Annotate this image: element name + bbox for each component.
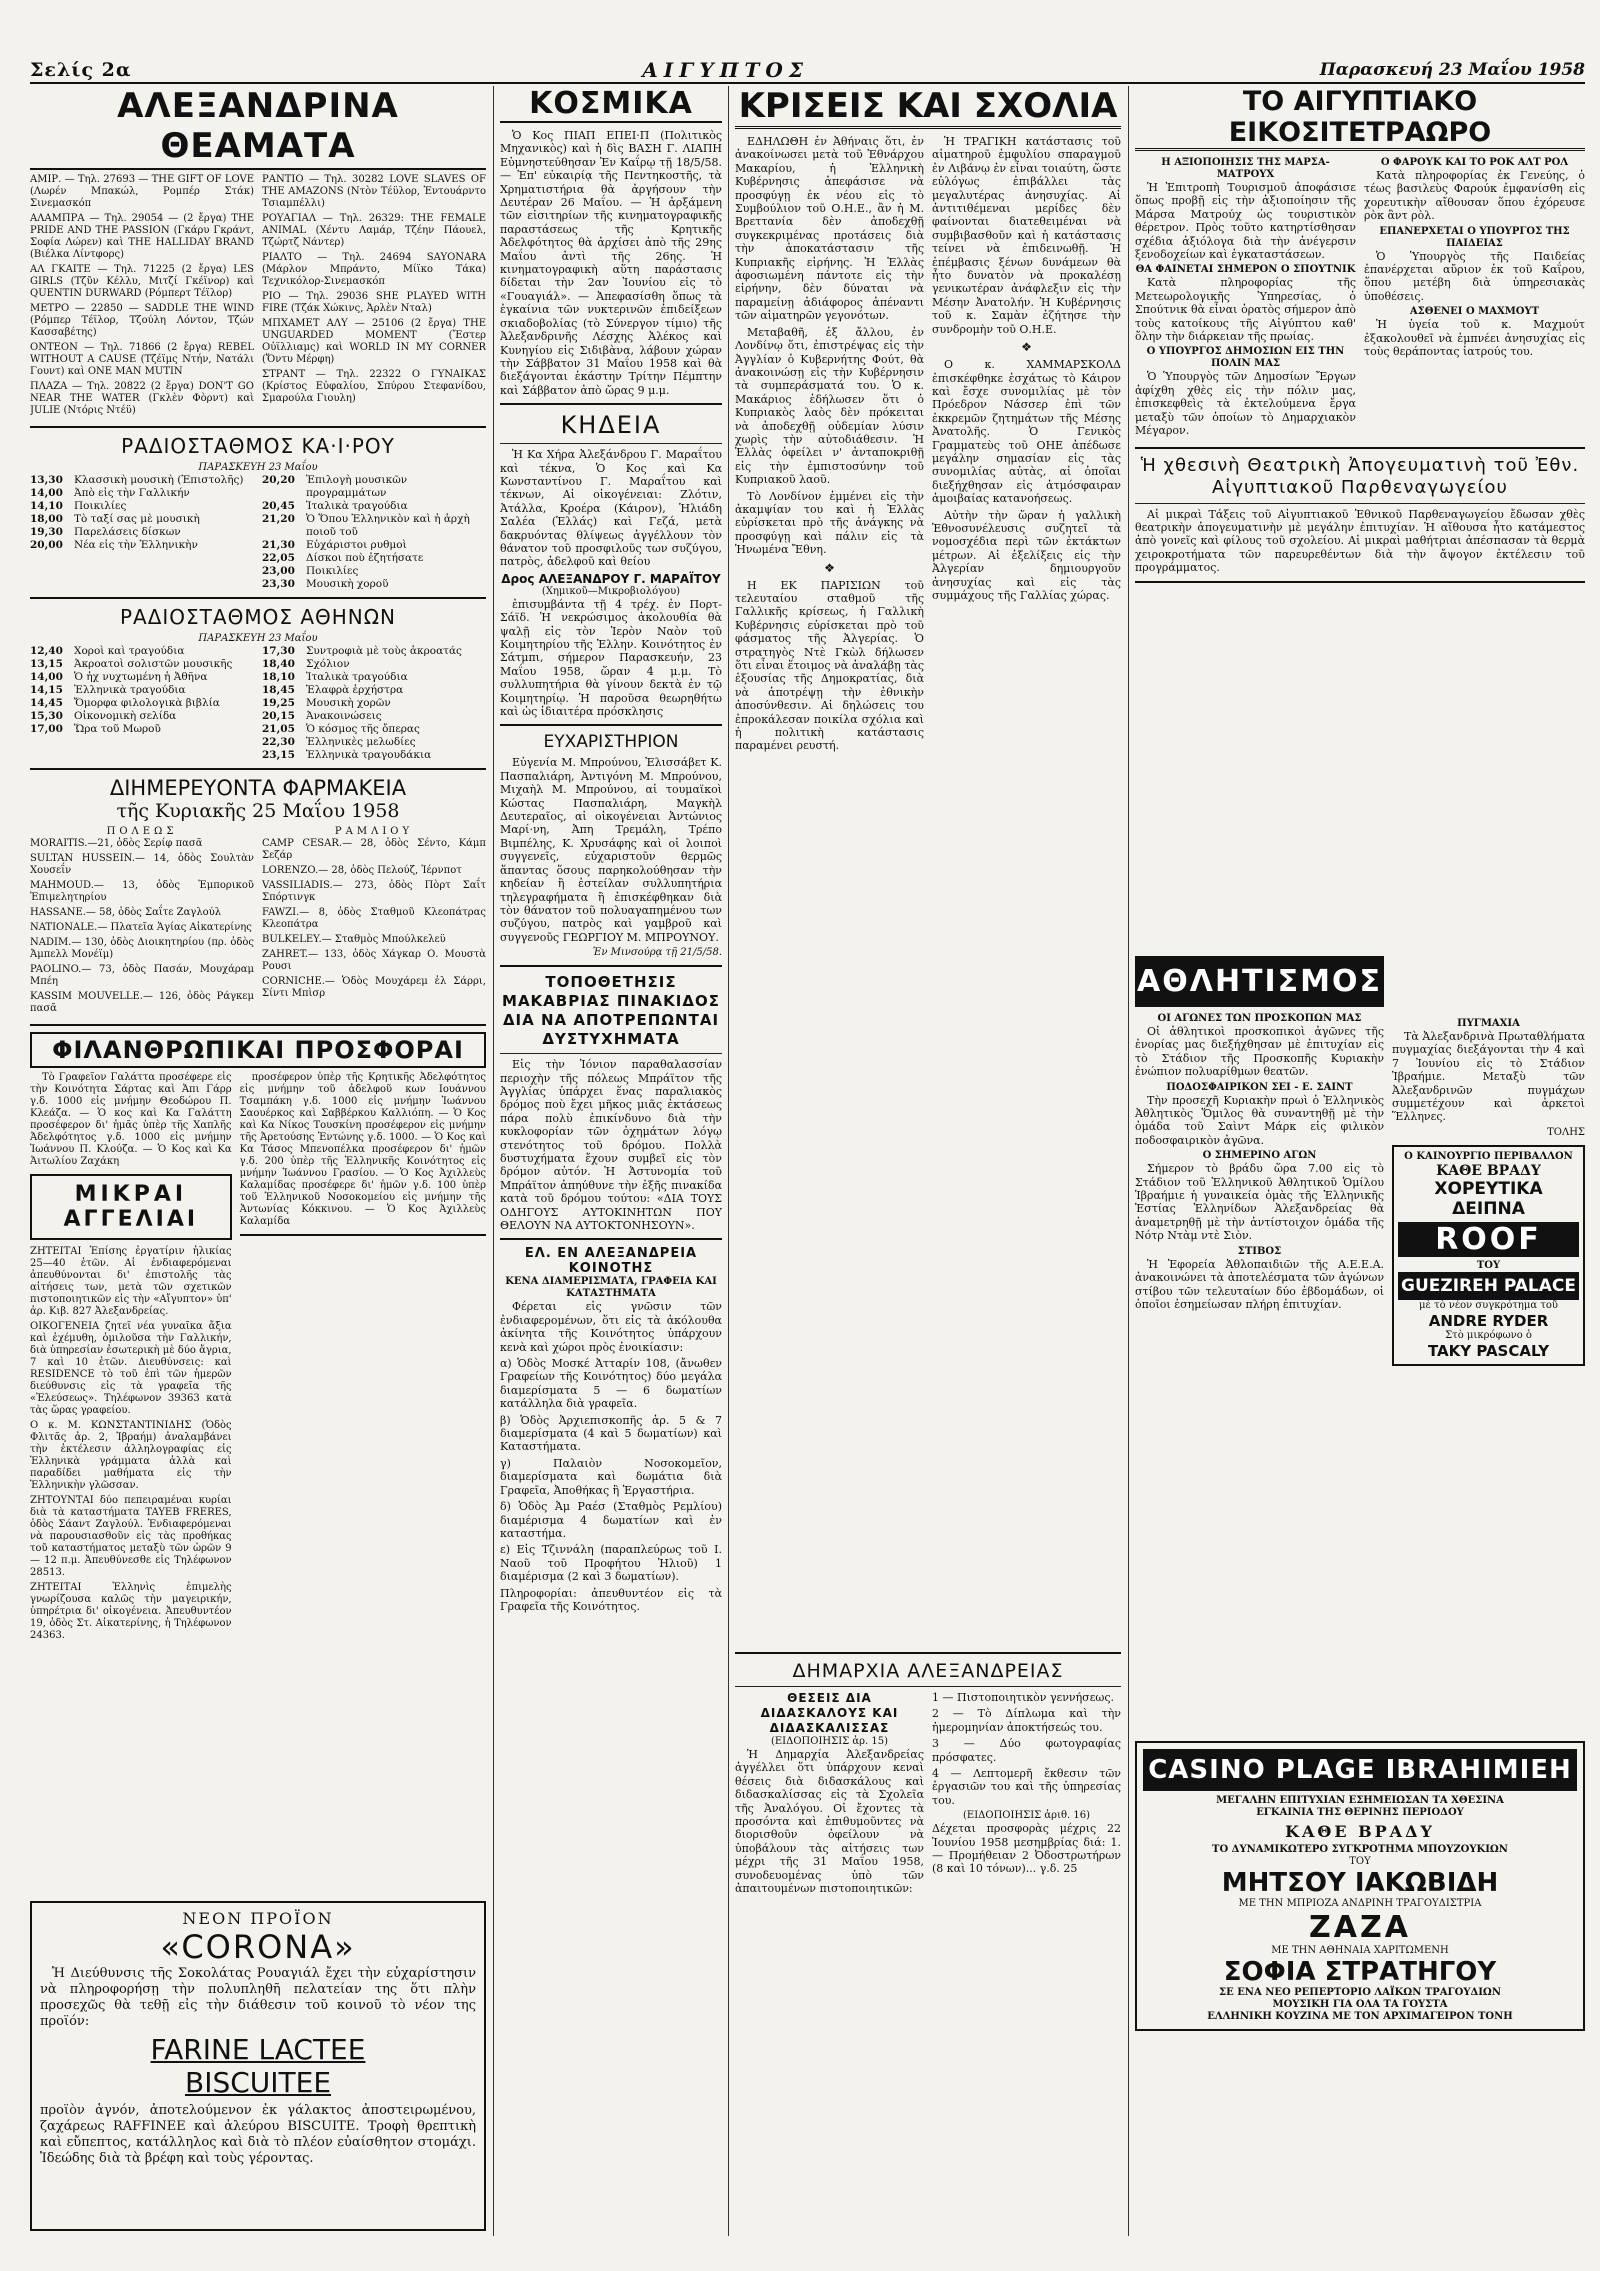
schedule-program: Ἰταλικὰ τραγούδια bbox=[306, 500, 408, 512]
classified-ad: Ο κ. Μ. ΚΩΝΣΤΑΝΤΙΝΙΔΗΣ (Ὁδὸς Φλιτᾶς ἀρ. 2, Ἰβραήμ) ἀναλαμβάνει τὴν ἐκτέλεσιν ἀλληλογραφίας εἰς Ἑλληνικὰ γράμματα ἀλλὰ καὶ παραδίδει μαθήματα εἰς τὴν Ἑλληνικὴν γλῶσσαν. bbox=[30, 1420, 232, 1491]
charity-text: προσέφερον ὑπὲρ τῆς Κρητικῆς Ἀδελφότητος εἰς μνήμην τοῦ ἀδελφοῦ κων Ιουάννου Τσαμπάκη γ.δ. 1000 εἰς μνήμην Ἰωάννου Σαουέρκος καὶ Σαββέρκου Καλλιόπη. — Ὁ Κος καὶ Κα Νίκος Τουσκίνη προσέφερον εἰς μνήμην τῆς Ἀρετούσης Ἐντώνης γ.δ. 1000. — Ὁ Κος καὶ Κα Τάσος Μπενοπέλκα προσέφερον δι' ἡμῶν γ.δ. 200 ὑπὲρ τῆς Ἑλληνικῆς Κοινότητος εἰς μνήμην Ἰωάννου Γρασίου. — Ὁ Κος Ἀχιλλεὺς Καλαμίδας προσέφερε δι' ἡμῶν γ.δ. 100 ὑπὲρ τοῦ Ἐλληνικοῦ Νοσοκομείου εἰς μνήμην τῆς Ἀντωνίας Κόκκινου. — Ὁ Κος Ἀχιλλεὺς Καλαμίδα bbox=[239, 1072, 486, 1227]
schedule-row bbox=[30, 671, 254, 684]
schedule-program: Ὁ ἠχ νυχτωμένη ἡ Ἀθῆνα bbox=[74, 671, 208, 683]
roof-ad-with: μὲ τὸ νέον συγκρότημα τοῦ bbox=[1419, 1299, 1558, 1311]
column-divider bbox=[728, 86, 729, 2236]
news-heading: Ο ΦΑΡΟΥΚ ΚΑΙ ΤΟ ΡΟΚ ΑΛΤ ΡΟΛ bbox=[1380, 157, 1569, 168]
pharmacy-entry: KASSIM MOUVELLE.— 126, ὁδὸς Ράγκεμ πασᾶ bbox=[30, 991, 254, 1014]
schedule-program: Μουσικὴ χορῶν bbox=[306, 697, 391, 709]
schedule-row bbox=[262, 671, 486, 684]
commentary-paragraph: Ο κ. ΧΑΜΜΑΡΣΚΟΛΔ ἐπισκέφθηκε ἐσχάτως τὸ Κάιρον καὶ ἔσχε συνομιλίας μὲ τὸν Πρόεδρον Νάσσερ ἐπὶ τῶν ἐκκρεμῶν ζητημάτων τῆς Μέσης Ἀνατολῆς. Ὁ Γενικὸς Γραμματεὺς τοῦ ΟΗΕ ἀπέδωσε μεγάλην σημασίαν εἰς τὰς συνομιλίας αὐτὰς, αἱ ὁποῖαι διεξήχθησαν εἰς ἀτμόσφαιραν ἀμοιβαίας κατανοήσεως. bbox=[932, 358, 1121, 506]
teachers-text: Ἡ Δημαρχία Ἀλεξανδρείας ἀγγέλλει ὅτι ὑπάρχουν κεναὶ θέσεις διὰ διδασκάλους καὶ διδασκαλίσσας εἰς τὰ Σχολεῖα τῆς Ἀναλόγου. Οἱ ἔχοντες τὰ προσόντα καὶ ἐπιθυμοῦντες νὰ διορισθοῦν ὀφείλουν νὰ ὑποβάλουν τὰς αἰτήσεις των μέχρι τῆς 31 Μαΐου 1958, συνοδευομένας ὑπὸ τῶν ἀπαιτουμένων πιστοποιητικῶν: bbox=[735, 1748, 924, 1896]
casino-singer: ΖΑΖΑ bbox=[1309, 1910, 1411, 1945]
news-heading: Ο ΥΠΟΥΡΓΟΣ ΔΗΜΟΣΙΩΝ ΕΙΣ ΤΗΝ ΠΟΛΙΝ ΜΑΣ bbox=[1146, 346, 1345, 370]
schedule-program: Τὸ ταξί σας μὲ μουσικὴ bbox=[74, 513, 200, 525]
schedule-program: Δίσκοι ποὺ ἐζητήσατε bbox=[306, 552, 424, 564]
column-entertainment bbox=[30, 86, 486, 2236]
corona-new-product: ΝΕΟΝ ΠΡΟΪΟΝ bbox=[182, 1909, 334, 1928]
schedule-time: 21,30 bbox=[262, 539, 295, 551]
schedule-row bbox=[262, 565, 486, 578]
commentary-body: ΕΔΗΛΩΘΗ ἐν Ἀθήναις ὅτι, ἐν ἀνακοίνωσει μετὰ τοῦ Ἐθνάρχου Μακαρίου, ἡ Ἑλληνικὴ Κυβέρνησις ἀπεφάσισε νὰ προσφύγῃ ἐκ νέου εἰς τὸ Συμβούλιον τοῦ Ο.Η.Ε., ἂν ἡ Μ. Βρεττανία δὲν ἀποδεχθῇ συγκεκριμένας προτάσεις διὰ τὴν ἀποκατάστασιν τῆς Κυπριακῆς εἰρήνης. Ἡ Ἑλλὰς ἀφοσιωμένη πάντοτε εἰς τὴν εἰρήνην, δὲν δύναται νὰ παραμείνῃ ἀδιάφορος ἀπέναντι τῶν αἱματηρῶν γεγονότων. Μεταβαθῆ, ἐξ ἄλλου, ἐν Λονδίνῳ ὅτι, ἐπιστρέψας εἰς τὴν Ἀγγλίαν ὁ Κυβερνήτης Φούτ, θὰ ἀνακοινώσῃ εἰς τὴν Κυβέρνησιν τὰ συμπεράσματά του. Ὁ κ. Μακάριος ἐδήλωσεν ὅτι ὁ Κυπριακὸς λαὸς δὲν πρόκειται νὰ ἀποδεχθῇ οὐδεμίαν λύσιν χωρὶς τὴν αὐτοδιάθεσιν. Ἡ Ἑλλὰς ὀφείλει ν' ἀνταποκριθῇ εἰς τὴν ἐμπιστοσύνην τοῦ Κυπριακοῦ λαοῦ. Τὸ Λονδίνον ἐμμένει εἰς τὴν ἀκαμψίαν του καὶ ἡ Ἑλλὰς εὑρίσκεται πρὸ τῆς ἀνάγκης νὰ προσφύγῃ καὶ πάλιν εἰς τὰ Ἡνωμένα Ἔθνη. ❖ Η ΕΚ ΠΑΡΙΣΙΩΝ τοῦ τελευταίου σταθμοῦ τῆς Γαλλικῆς κρίσεως, ἡ Γαλλικὴ Κυβέρνησις εὑρίσκεται πρὸ τοῦ φάσματος τῆς Ἀλγερίας. Ὁ στρατηγὸς Ντὲ Γκὼλ δήλωσεν ὅτι εἶναι ἕτοιμος νὰ ἀναλάβῃ τὰς ἐξουσίας τῆς Δημοκρατίας, διὰ νὰ ἀποτρέψῃ τὴν ἐθνικὴν ἀποσύνθεσιν. Αἱ δηλώσεις του ἐπροκάλεσαν ποικίλα σχόλια καὶ ἡ πολιτικὴ κατάστασις παραμένει ρευστή. Ἡ ΤΡΑΓΙΚΗ κατάστασις τοῦ αἱματηροῦ ἐμφυλίου σπαραγμοῦ ἐν Λιβάνῳ ἐν εἶναι τοιαύτη, ὥστε εὐλόγως ἐπιβάλλει τὰς μεγαλυτέρας ἀνησυχίας. Αἱ ἀντιτιθέμεναι μερίδες δὲν φαίνονται διατεθειμέναι νὰ συμβιβασθοῦν καὶ ἡ κατάστασις τείνει νὰ ἐπιδεινωθῇ. Ἡ ἐπέμβασις ξένων δυνάμεων θὰ ἦτο δυνατὸν νὰ προκαλέσῃ γενικωτέραν ἀνάφλεξιν εἰς τὴν Μέσην Ἀνατολήν. Ἡ Κυβέρνησις τοῦ κ. Σαμὰν ἐζήτησε τὴν συνδρομὴν τοῦ Ο.Η.Ε. ❖ Ο κ. ΧΑΜΜΑΡΣΚΟΛΔ ἐπισκέφθηκε ἐσχάτως τὸ Κάιρον καὶ ἔσχε συνομιλίας μὲ τὸν Πρόεδρον Νάσσερ ἐπὶ τῶν ἐκκρεμῶν ζητημάτων τῆς Μέσης Ἀνατολῆς. Ὁ Γενικὸς Γραμματεὺς τοῦ ΟΗΕ ἀπέδωσε μεγάλην σημασίαν εἰς τὰς συνομιλίας αὐτὰς, αἱ ὁποῖαι διεξήχθησαν εἰς ἀτμόσφαιραν ἀμοιβαίας κατανοήσεως. Αὐτὴν τὴν ὥραν ἡ γαλλικὴ Ἐθνοσυνέλευσις συζητεῖ τὰ νομοσχέδια περὶ τῶν ἐκτάκτων μέτρων. Αἱ ἐξελίξεις εἰς τὴν Ἀλγερίαν δημιουργοῦν ἀνησυχίας καὶ εἰς τὰς συμμάχους τῆς Γαλλίας χώρας. bbox=[735, 135, 1121, 753]
egypt-24h-heading: ΤΟ ΑΙΓΥΠΤΙΑΚΟ ΕΙΚΟΣΙΤΕΤΡΑΩΡΟ bbox=[1135, 86, 1585, 151]
schedule-time: 18,45 bbox=[262, 684, 295, 696]
casino-advertisement bbox=[1135, 1741, 1585, 2031]
casino-line: ΕΓΚΑΙΝΙΑ ΤΗΣ ΘΕΡΙΝΗΣ ΠΕΡΙΟΔΟΥ bbox=[1256, 1807, 1464, 1818]
schedule-program: Μουσικὴ χοροῦ bbox=[306, 578, 389, 590]
teachers-requirement: 3 — Δύο φωτογραφίας πρόσφατες. bbox=[932, 1737, 1121, 1764]
cinema-entry: ΠΛΑΖΑ — Τηλ. 20822 (2 ἔργα) DON'T GO NEAR THE WATER (Γκλὲν Φὸρντ) καὶ JULIE (Ντόρις Ντέϋ) bbox=[30, 381, 254, 416]
funeral-deceased-name: Δρος ΑΛΕΞΑΝΔΡΟΥ Γ. ΜΑΡΑΪΤΟΥ bbox=[501, 571, 721, 586]
corona-text: Ἡ Διεύθυνσις τῆς Σοκολάτας Ρουαγιάλ ἔχει τὴν εὐχαρίστησιν νὰ πληροφορήσῃ τὴν πολυπληθῆ πελατείαν της ὅτι πλὴν προσεχῶς θὰ τεθῇ εἰς τὴν διάθεσιν τοῦ κοινοῦ τὸ νέον της προϊόν: bbox=[40, 1966, 476, 2029]
thanks-text: Εὐγενία Μ. Μπρούνου, Ἐλισσάβετ Κ. Πασπαλιάρη, Ἀντιγόνη Μ. Μπρούνου, Μιχαὴλ Μ. Μπρούνου, αἱ τουμαϊκοὶ Κώστας Πασπαλιάρη, Μαγκὴλ Δευτεραῖος, αἱ οἰκογένειαι Ἀντώνιος Μαρί·νη, Ἀπη Τρεμάλη, Τρέπο Βιμπέλης, Κ. Χρυσάφης καὶ οἱ λοιποὶ συγγενεῖς, εὐχαριστοῦν θερμῶς ἅπαντας ὅσους παρηκολούθησαν τὴν κηδείαν ἢ ἐστείλαν συλλυπητήρια τηλεγραφήματα ἢ ἐπισκέφθηκαν διὰ τὸν θάνατον τοῦ πολυαγαπημένου των συζύγου, πατρὸς καὶ γαμβροῦ καὶ συγγενοῦς ΓΕΩΡΓΙΟΥ Μ. ΜΠΡΟΥΝΟΥ. bbox=[500, 756, 722, 944]
schedule-program: Ἰταλικὰ τραγούδια bbox=[306, 671, 408, 683]
schedule-program: Ἑλαφρὰ ἐρχήστρα bbox=[306, 684, 404, 696]
funeral-details: ἐπισυμβάντα τῇ 4 τρέχ. ἐν Πορτ-Σάϊδ. Ἡ νεκρώσιμος ἀκολουθία θὰ ψαλῇ εἰς τὸν Ἱερὸν Ναὸν τοῦ Κοιμητηρίου τῆς Ἑλλην. Κοινότητος ἐν Σάτμπι, σήμερον Παρασκευήν, 23 Μαΐου 1958, ὥραν 4 μ.μ. Τὸ συλλυπητήρια θὰ γίνουν δεκτὰ ἐν τῷ Κοιμητηρίῳ. Ἡ παροῦσα θεωρηθήτω καὶ ὡς ἰδιαιτέρα πρόσκλησις bbox=[500, 597, 722, 719]
page-number: Σελίς 2α bbox=[30, 59, 132, 81]
newspaper-title: ΑΙΓΥΠΤΟΣ bbox=[642, 58, 809, 82]
social-text: Ὁ Κος ΠΙΑΠ ΕΠΕΙ·Π (Πολιτικὸς Μηχανικὸς) καὶ ἡ δὶς ΒΑΣΗ Γ. ΛΙΑΠΗ Εὐμνηστεύθησαν Ἐν Καΐρῳ τῇ 18/5/58. — Ἐπ' εὐκαιρίᾳ τῆς Πεντηκοστῆς, τὰ Χρηματιστήρια θὰ ἀργήσουν τὴν Δευτέραν 26 Μαΐου. — Ἡ ἀρξάμενη τῶν εἰσιτηρίων τῆς κινηματογραφικῆς παραστάσεως τῆς Κρητικῆς Ἀδελφότητος θὰ ἀρχίσει ἀπὸ τῆς 29ης Μαΐου ἀντὶ τῆς 26ης. Ἡ κινηματογραφικὴ αὕτη παράστασις δίδεται τὴν 2αν Ἰουνίου εἰς τὸ «Γουαγιάλ». — Ἀπεφασίσθη ὅπως τὰ ἐγκαίνια τῶν νυκτερινῶν ἐπιδείξεων σκιαδοβολίας (τὸ Σύνεργον τίμιο) τῆς Ἀλεξανδρινῆς Λέσχης Ἀλέκος καὶ Κυνηγίου εἰς Σιδιβὰνα, λάβουν χώραν τὴν Σάββατον 31 Μαΐου 1958 καὶ θὰ διεξάγονται ἑκάστην Τρίτην Πέμπτην καὶ Σάββατον ἀπὸ ὥρας 9 μ.μ. bbox=[500, 129, 722, 397]
casino-line: ΜΕΓΑΛΗΝ ΕΠΙΤΥΧΙΑΝ ΕΣΗΜΕΙΩΣΑΝ ΤΑ ΧΘΕΣΙΝΑ bbox=[1216, 1795, 1504, 1806]
sign-story-heading: ΤΟΠΟΘΕΤΗΣΙΣ ΜΑΚΑΒΡΙΑΣ ΠΙΝΑΚΙΔΟΣ ΔΙΑ ΝΑ ΑΠΟΤΡΕΠΩΝΤΑΙ ΔΥΣΤΥΧΗΜΑΤΑ bbox=[502, 973, 720, 1049]
schedule-row bbox=[262, 697, 486, 710]
pharmacies-city-heading: ΠΟΛΕΩΣ bbox=[106, 826, 178, 837]
schedule-row bbox=[262, 578, 486, 591]
sports-subheading: ΠΟΔΟΣΦΑΙΡΙΚΟΝ ΣΕΙ - Ε. ΣΑΙΝΤ bbox=[1166, 1081, 1353, 1093]
commentary-heading: ΚΡΙΣΕΙΣ ΚΑΙ ΣΧΟΛΙΑ bbox=[735, 86, 1121, 129]
news-text: Ὁ Ὑπουργὸς τῶν Δημοσίων Ἔργων ἀφίχθη χθὲς εἰς τὴν πόλιν μας, ἐπισκεφθεὶς τὰ ἐκτελούμενα ἔργα μεταξὺ τῶν ὁποίων τὸ Δημαρχιακὸν Μέγαρον. bbox=[1135, 370, 1356, 438]
community-property: β) Ὁδὸς Ἀρχιεπισκοπῆς ἀρ. 5 & 7 διαμερίσματα (4 καὶ 5 δωματίων) καὶ Καταστήματα. bbox=[500, 1413, 722, 1454]
casino-line: ΕΛΛΗΝΙΚΗ ΚΟΥΖΙΝΑ ΜΕ ΤΟΝ ΑΡΧΙΜΑΓΕΙΡΟΝ ΤΟΝΗ bbox=[1207, 2011, 1513, 2022]
teachers-requirement: 4 — Λεπτομερῆ ἔκθεσιν τῶν ἐργασιῶν του καὶ τῆς ὑπηρεσίας του. bbox=[932, 1767, 1121, 1807]
news-text: Ἡ ὑγεία τοῦ κ. Μαχμούτ ἐξακολουθεῖ νὰ ἐμπνέει ἀνησυχίας εἰς τοὺς θεράποντας ἰατρούς του. bbox=[1364, 318, 1585, 359]
charity-text: Τὸ Γραφεῖον Γαλάττα προσέφερε εἰς τὴν Κοινότητα Σάρτας καὶ Ἀπι Γάρρ γ.δ. 1000 εἰς μνήμην Θεοδώρου Π. Κλεάζα. — Ὁ κος καὶ Κα Γαλάττη προσέφερον δι' ἡμᾶς ὑπὲρ τῆς Χαπλῆς Ἀδελφότητος γ.δ. 1000 εἰς μνήμην Ἰωάννου Π. Κλούζα. — Ὁ Κος καὶ Κα Ἀιτωλίου Ζαχάκη bbox=[30, 1072, 232, 1167]
news-text: Κατὰ πληροφορίας τῆς Μετεωρολογικῆς Ὑπηρεσίας, ὁ Σπούτνικ θὰ εἶναι ὁρατὸς σήμερον ἀπὸ τοὺς κατοίκους τῆς Αἰγύπτου καθ' ὅλην τὴν διάρκειαν τῆς πρωίας. bbox=[1135, 276, 1356, 344]
cinema-entry: ΣΤΡΑΝΤ — Τηλ. 22322 Ο ΓΥΝΑΙΚΑΣ (Κρίστος Εὐφαλίου, Σπύρου Στεφανίδου, Σμαρούλα Γιουλη) bbox=[262, 369, 486, 404]
pharmacy-entry: MAHMOUD.— 13, ὁδὸς Ἐμπορικοῦ Ἐπιμελητηρίου bbox=[30, 880, 254, 903]
casino-every-night: ΚΑΘΕ ΒΡΑΔΥ bbox=[1285, 1822, 1435, 1841]
schedule-row bbox=[262, 552, 486, 565]
schedule-row bbox=[30, 539, 254, 552]
community-property: ε) Εἰς Τζιννάλη (παραπλεύρως τοῦ Ι. Ναοῦ τοῦ Προφήτου Ἠλιοῦ) 1 διαμέρισμα (2 καὶ 3 δωματίων). bbox=[500, 1543, 722, 1584]
schedule-program: Ἀκροατοὶ σολιστῶν μουσικῆς bbox=[74, 658, 233, 670]
roof-ad-of: ΤΟΥ bbox=[1476, 1259, 1501, 1271]
cinema-entry: ΟΝΤΕΟΝ — Τηλ. 71866 (2 ἔργα) REBEL WITHOUT A CAUSE (Τζέϊμς Ντήν, Νατάλι Γουντ) καὶ ONE MAN MUTIN bbox=[30, 342, 254, 377]
sports-text: Τὴν προσεχῆ Κυριακὴν πρωὶ ὁ Ἑλληνικὸς Ἀθλητικὸς Ὅμιλος θὰ συναντηθῇ μὲ τὴν ὁμάδα τοῦ Σαὶντ Μάρκ εἰς φιλικὸν ποδοσφαιρικὸν ἀγῶνα. bbox=[1135, 1093, 1385, 1147]
column-divider bbox=[1128, 86, 1129, 2236]
cinema-entry: ΡΙΟ — Τηλ. 29036 SHE PLAYED WITH FIRE (Τζάκ Χώκινς, Ἀρλὲν Νταλ) bbox=[262, 291, 486, 314]
schedule-time: 12,40 bbox=[30, 645, 63, 657]
radio-cairo-day: ΠΑΡΑΣΚΕΥΗ 23 Μαΐου bbox=[198, 462, 318, 473]
schedule-row bbox=[262, 749, 486, 762]
sports-text: Σήμερον τὸ βράδυ ὥρα 7.00 εἰς τὸ Στάδιον τοῦ Ἑλληνικοῦ Ἀθλητικοῦ Ὁμίλου Ἱβραήμιε ἡ γυναικεία ὁμὰς τῆς Ἑλληνικῆς Ἑστίας Ἑλληνίδων Ἀλεξανδρείας θὰ ἀναμετρηθῇ μὲ τὴν ἀντίστοιχον ὁμάδα τῆς Νότρ Ντὰμ ντὲ Σιὸν. bbox=[1135, 1162, 1385, 1243]
sign-story-text: Εἰς τὴν Ἰόνιον παραθαλασσίαν περιοχὴν τῆς πόλεως Μπράϊτον τῆς Ἀγγλίας ὑπάρχει ἕνας παραλιακὸς δρόμος ποὺ ἔχει μῆκος μιᾶς ἐκτάσεως πάρα πολὺ ἐπικίνδυνο διὰ τὴν κυκλοφορίαν τῶν ὀχημάτων λόγῳ στενότητος τοῦ δρόμου. Πολλὰ δυστυχήματα ἔχουν συμβεῖ εἰς τὸν δρόμον αὐτόν. Ἡ Ἀστυνομία τοῦ Μπράϊτον ἀπηύθυνε τὴν ἑξῆς πινακίδα κατὰ τοῦ δρόμου τούτου: «ΔΙΑ ΤΟΥΣ ΟΔΗΓΟΥΣ ΑΥΤΟΚΙΝΗΤΩΝ ΠΟΥ ΘΕΛΟΥΝ ΝΑ ΑΥΤΟΚΤΟΝΗΣΟΥΝ». bbox=[500, 1058, 722, 1232]
school-play-text: Αἱ μικραὶ Τάξεις τοῦ Αἰγυπτιακοῦ Ἐθνικοῦ Παρθεναγωγείου ἔδωσαν χθὲς θεατρικὴν ἀπογευματινὴν μὲ μεγάλην ἐπιτυχίαν. Ἡ αἴθουσα ἦτο κατάμεστος ἀπὸ γονεῖς καὶ φίλους τοῦ σχολείου. Αἱ μικραὶ μαθήτριαι ἀπέσπασαν τὰ θερμὰ χειροκροτήματα τῶν παρευρεθέντων διὰ τὴν ἄψογον ἐκτέλεσιν τοῦ προγράμματος. bbox=[1135, 507, 1585, 575]
cinema-listings bbox=[30, 174, 486, 420]
schedule-row bbox=[262, 474, 486, 500]
classified-ad: ΖΗΤΕΙΤΑΙ Ἐπίσης ἐργατίριν ἡλικίας 25—40 ἐτῶν. Αἱ ἐνδιαφερόμεναι ἀπευθύνονται δι' ἐπιστολῆς τὰς αἰτήσεις των, μετὰ τῶν σχετικῶν πιστοποιητικῶν εἰς τὴν «Αἴγυπτον» ὑπ' ἀρ. Κιβ. 827 Ἀλεξανδρείας. bbox=[30, 1246, 232, 1317]
schedule-time: 13,30 bbox=[30, 474, 63, 486]
pharmacy-entry: PAOLINO.— 73, ὁδὸς Πασάν, Μουχάραμ Μπέη bbox=[30, 964, 254, 987]
pharmacy-entry: LORENZO.— 28, ὁδὸς Πελούζ, Ἱέρνποτ bbox=[262, 865, 462, 876]
community-property: δ) Ὁδὸς Ἀμ Ραέσ (Σταθμὸς Ρεμλίου) διαμέρισμα 4 δωματίων καὶ ἐν καταστήμα. bbox=[500, 1500, 722, 1540]
casino-line: ΜΟΥΣΙΚΗ ΓΙΑ ΟΛΑ ΤΑ ΓΟΥΣΤΑ bbox=[1272, 1999, 1448, 2010]
masthead bbox=[30, 58, 1585, 84]
schedule-time: 13,15 bbox=[30, 658, 63, 670]
sports-text: Οἱ ἀθλητικοὶ προσκοπικοὶ ἀγῶνες τῆς ἐνορίας μας διεξήχθησαν μὲ ἐπιτυχίαν εἰς τὸ Στάδιον τῆς Προσκοπῆς Κυριακὴν ἐνώπιον πολυαρίθμων θεατῶν. bbox=[1135, 1025, 1385, 1079]
small-ads-heading-box bbox=[30, 1174, 232, 1240]
community-property: α) Ὁδὸς Μοσκέ Ἀτταρίν 108, (ἄνωθεν Γραφείων τῆς Κοινότητος) δύο μεγάλα διαμερίσματα 5 — 6 δωματίων κατάλληλα διὰ γραφεῖα. bbox=[500, 1357, 722, 1411]
pharmacy-entry: CORNICHE.— Ὁδὸς Μουχάρεμ ἐλ Σάρρι, Σίντι Μπὶσρ bbox=[262, 976, 486, 999]
community-heading: ΕΛ. ΕΝ ΑΛΕΞΑΝΔΡΕΙΑ ΚΟΙΝΟΤΗΣ bbox=[524, 1246, 698, 1277]
teachers-requirement: 1 — Πιστοποιητικὸν γεννήσεως. bbox=[932, 1691, 1115, 1704]
schedule-row bbox=[30, 487, 254, 500]
column-divider bbox=[493, 86, 494, 2236]
schedule-time: 14,00 bbox=[30, 487, 63, 499]
thanks-heading: ΕΥΧΑΡΙΣΤΗΡΙΟΝ bbox=[543, 732, 679, 753]
news-heading: ΘΑ ΦΑΙΝΕΤΑΙ ΣΗΜΕΡΟΝ Ο ΣΠΟΥΤΝΙΚ bbox=[1135, 264, 1356, 276]
news-text: Ἡ Ἐπιτροπὴ Τουρισμοῦ ἀποφάσισε ὅπως προβῇ εἰς τὴν ἀξιοποίησιν τῆς Μάρσα Ματρούχ ὡς τουριστικὸν θέρετρον. Πρὸς τοῦτο κατηρτίσθησαν σχέδια ἀξιόλογα διὰ τὴν ἀνέγερσιν ξενοδοχείων καὶ ἐγκαταστάσεων. bbox=[1135, 181, 1356, 262]
schedule-time: 17,30 bbox=[262, 645, 295, 657]
roof-ad-palace: GUEZIREH PALACE bbox=[1398, 1272, 1579, 1300]
sports-heading: ΑΘΛΗΤΙΣΜΟΣ bbox=[1135, 956, 1384, 1007]
funeral-deceased-profession: (Χημικοῦ—Μικροβιολόγου) bbox=[541, 585, 681, 597]
cinema-entry: ΑΜΙΡ. — Τηλ. 27693 — THE GIFT OF LOVE (Λωρέν Μπακώλ, Ρομπέρ Στάκ) Σινεμασκόπ bbox=[30, 174, 254, 209]
schedule-program: Χοροὶ καὶ τραγούδια bbox=[74, 645, 185, 657]
schedule-time: 23,30 bbox=[262, 578, 295, 590]
roof-ad-band: ANDRE RYDER bbox=[1428, 1311, 1549, 1330]
pharmacy-entry: FAWZI.— 8, ὁδὸς Σταθμοῦ Κλεοπάτρας Κλεοπάτρα bbox=[262, 907, 486, 930]
schedule-program: Ἀνακοινώσεις bbox=[306, 710, 382, 722]
municipality-notice bbox=[735, 1646, 1121, 1898]
pharmacies-heading: ΔΙΗΜΕΡΕΥΟΝΤΑ ΦΑΡΜΑΚΕΙΑ bbox=[109, 776, 407, 800]
schedule-time: 17,00 bbox=[30, 723, 63, 735]
cinema-entry: ΜΠΧΑΜΕΤ ΑΛΥ — 25106 (2 ἔργα) THE UNGUARDED MOMENT (Ἔστερ Οὐϊλλιαμς) καὶ WORLD IN MY CORNER (Ὄντυ Μέρφη) bbox=[262, 318, 486, 365]
sports-section bbox=[1135, 956, 1585, 1366]
schedule-row bbox=[262, 710, 486, 723]
cinema-entry: ΡΟΥΑΓΙΑΛ — Τηλ. 26329: THE FEMALE ANIMAL (Χέντυ Λαμάρ, Τζέην Πάουελ, Τζώρτζ Νάντερ) bbox=[262, 213, 486, 248]
casino-band-leader: ΜΗΤΣΟΥ ΙΑΚΩΒΙΔΗ bbox=[1221, 1868, 1499, 1898]
tender-notice-ref: (ΕΙΔΟΠΟΙΗΣΙΣ ἀριθ. 16) bbox=[963, 1810, 1090, 1822]
schedule-time: 20,20 bbox=[262, 474, 295, 486]
funeral-text: Ἡ Κα Χήρα Ἀλεξάνδρου Γ. Μαραΐτου καὶ τέκνα, Ὁ Κος καὶ Κα Κωνσταντίνου Γ. Μαραΐτου καὶ τέκνων, Αἱ οἰκογένειαι: Ζλότιν, Ἀτάλλα, Κροέρα (Κάιρον), Ἡλιάδη Σαλέα (Ἑλλάς) καὶ Γεζά, μετὰ δακρυόντας θλίψεως ἀγγέλλουν τὸν θάνατον τοῦ προσφιλοῦς των συζύγου, πατρὸς, ἀδελφοῦ καὶ θείου bbox=[500, 448, 722, 569]
schedule-time: 20,15 bbox=[262, 710, 295, 722]
casino-name: CASINO PLAGE IBRAHIMIEH bbox=[1143, 1749, 1577, 1791]
pharmacy-entry: SULTAN HUSSEIN.— 14, ὁδὸς Σουλτὰν Χουσεΐν bbox=[30, 853, 254, 876]
news-text: Κατὰ πληροφορίας ἐκ Γενεύης, ὁ τέως βασιλεὺς Φαρούκ ἐμφανίσθη εἰς χορευτικὴν αἴθουσαν ὅπου ἐχόρευσε ρὸκ ἂντ ρὸλ. bbox=[1364, 169, 1585, 223]
commentary-paragraph: ΕΔΗΛΩΘΗ ἐν Ἀθήναις ὅτι, ἐν ἀνακοίνωσει μετὰ τοῦ Ἐθνάρχου Μακαρίου, ἡ Ἑλληνικὴ Κυβέρνησις ἀπεφάσισε νὰ προσφύγῃ ἐκ νέου εἰς τὸ Συμβούλιον τοῦ Ο.Η.Ε., ἂν ἡ Μ. Βρεττανία δὲν ἀποδεχθῇ συγκεκριμένας προτάσεις διὰ τὴν ἀποκατάστασιν τῆς Κυπριακῆς εἰρήνης. Ἡ Ἑλλὰς ἀφοσιωμένη πάντοτε εἰς τὴν εἰρήνην, δὲν δύναται νὰ παραμείνῃ ἀδιάφορος ἀπέναντι τῶν αἱματηρῶν γεγονότων. bbox=[735, 135, 924, 323]
column-commentary bbox=[735, 86, 1121, 2236]
radio-cairo-schedule bbox=[30, 474, 486, 591]
schedule-time: 23,15 bbox=[262, 749, 295, 761]
schedule-time: 20,00 bbox=[30, 539, 63, 551]
news-heading: ΕΠΑΝΕΡΧΕΤΑΙ Ο ΥΠΟΥΡΓΟΣ ΤΗΣ ΠΑΙΔΕΙΑΣ bbox=[1379, 225, 1570, 249]
schedule-program: Ὥρα τοῦ Μωροῦ bbox=[74, 723, 161, 735]
classified-ad: ΟΙΚΟΓΕΝΕΙΑ ζητεῖ νέα γυναῖκα ἄξια καὶ ἐχέμυθη, ὁμιλοῦσα τὴν Γαλλικήν, διὰ ὑπηρεσίαν ἐσωτερικὴ μὲ δύο ἄγρια, 7 καὶ 10 ἐτῶν. Διευθύνσεις: καὶ RESIDENCE τὸ τοῦ ἐπὶ τῶν ἡμερῶν διεύθυνσις εἰς τὰ γραφεῖα τῆς «Ἐλεύσεως». Τηλέφωνον 39363 κατὰ τὰς ὥρας γραφείου. bbox=[30, 1321, 232, 1416]
commentary-paragraph: Μεταβαθῆ, ἐξ ἄλλου, ἐν Λονδίνῳ ὅτι, ἐπιστρέψας εἰς τὴν Ἀγγλίαν ὁ Κυβερνήτης Φούτ, θὰ ἀνακοινώσῃ εἰς τὴν Κυβέρνησιν τὰ συμπεράσματά του. Ὁ κ. Μακάριος ἐδήλωσεν ὅτι ὁ Κυπριακὸς λαὸς δὲν πρόκειται νὰ ἀποδεχθῇ οὐδεμίαν λύσιν χωρὶς τὴν αὐτοδιάθεσιν. Ἡ Ἑλλὰς ὀφείλει ν' ἀνταποκριθῇ εἰς τὴν ἐμπιστοσύνην τοῦ Κυπριακοῦ λαοῦ. bbox=[735, 325, 924, 487]
teachers-notice-ref: (ΕΙΔΟΠΟΙΗΣΙΣ ἀρ. 15) bbox=[770, 1736, 889, 1747]
pharmacy-entry: VASSILIADIS.— 273, ὁδὸς Πὸρτ Σαΐτ Σπόρτινγκ bbox=[262, 880, 486, 903]
schedule-program: Ὁ Ὅπου Ἐλληνικὸν καὶ ἡ ἀρχὴ ποιοῦ τοῦ bbox=[306, 513, 470, 538]
corona-product-line1: FARINE LACTEE bbox=[150, 2033, 366, 2066]
sports-text: Τὰ Ἀλεξανδρινὰ Πρωταθλήματα πυγμαχίας διεξάγονται τὴν 4 καὶ 7 Ἰουνίου εἰς τὸ Στάδιον Ἰβραήμιε. Μεταξὺ τῶν Ἀλεξανδρινῶν πυγμάχων συμμετέχουν καὶ ἀρκετοὶ Ἕλληνες. bbox=[1392, 1030, 1585, 1124]
column-egypt-news bbox=[1135, 86, 1585, 2236]
schedule-row bbox=[30, 684, 254, 697]
small-ads-heading-line1: ΜΙΚΡΑΙ bbox=[74, 1182, 188, 1207]
theatre-heading: ΑΛΕΞΑΝΔΡΙΝΑ ΘΕΑΜΑΤΑ bbox=[30, 86, 486, 170]
pharmacy-entry: ZAHRET.— 133, ὁδὸς Χάγκαρ Ο. Μουστὰ Ρουσι bbox=[262, 949, 486, 972]
schedule-program: Σχόλιον bbox=[306, 658, 350, 670]
schedule-time: 20,45 bbox=[262, 500, 295, 512]
pharmacy-entry: NATIONALE.— Πλατεῖα Ἁγίας Αἰκατερίνης bbox=[30, 922, 252, 933]
schedule-time: 21,05 bbox=[262, 723, 295, 735]
schedule-row bbox=[262, 645, 486, 658]
schedule-time: 19,25 bbox=[262, 697, 295, 709]
schedule-row bbox=[262, 736, 486, 749]
schedule-time: 19,30 bbox=[30, 526, 63, 538]
schedule-program: Ὄμορφα φιλολογικὰ βιβλία bbox=[74, 697, 220, 709]
sports-subheading: ΣΤΙΒΟΣ bbox=[1237, 1245, 1282, 1257]
sports-subheading: ΟΙ ΑΓΩΝΕΣ ΤΩΝ ΠΡΟΣΚΟΠΩΝ ΜΑΣ bbox=[1157, 1013, 1362, 1024]
schedule-time: 23,00 bbox=[262, 565, 295, 577]
teachers-requirement: 2 — Τὸ Δίπλωμα καὶ τὴν ἡμερομηνίαν ἀποκτήσεώς του. bbox=[932, 1707, 1121, 1734]
pharmacy-entry: BULKELEY.— Σταθμὸς Μπούλκελεϋ bbox=[262, 934, 446, 945]
schedule-row bbox=[262, 684, 486, 697]
municipality-heading: ΔΗΜΑΡΧΙΑ ΑΛΕΞΑΝΔΡΕΙΑΣ bbox=[792, 1660, 1064, 1682]
schedule-row bbox=[30, 526, 254, 539]
schedule-program: Ἑλληνικὲς μελωδίες bbox=[306, 736, 416, 748]
pharmacies-list bbox=[30, 826, 486, 1018]
schedule-program: Εὐχάριστοι ρυθμοὶ bbox=[306, 539, 407, 551]
schedule-row bbox=[30, 474, 254, 487]
schedule-program: Οἰκονομικὴ σελίδα bbox=[74, 710, 177, 722]
schedule-row bbox=[30, 710, 254, 723]
schedule-time: 22,05 bbox=[262, 552, 295, 564]
schedule-program: Ποικιλίες bbox=[74, 500, 127, 512]
charity-heading: ΦΙΛΑΝΘΡΩΠΙΚΑΙ ΠΡΟΣΦΟΡΑΙ bbox=[30, 1032, 486, 1068]
roof-ad-singer: TAKY PASCALY bbox=[1427, 1341, 1550, 1360]
schedule-time: 14,10 bbox=[30, 500, 63, 512]
roof-ad-every-night: ΚΑΘΕ ΒΡΑΔΥ bbox=[1436, 1162, 1541, 1179]
casino-line: ΣΕ ΕΝΑ ΝΕΟ ΡΕΠΕΡΤΟΡΙΟ ΛΑΪΚΩΝ ΤΡΑΓΟΥΔΙΩΝ bbox=[1219, 1987, 1501, 1998]
corona-brand: «CORONA» bbox=[160, 1928, 356, 1966]
roof-ad-new: Ο ΚΑΙΝΟΥΡΓΙΟ ΠΕΡΙΒΑΛΛΟΝ bbox=[1404, 1150, 1573, 1162]
schedule-program: Νέα εἰς τὴν Ἑλληνικὴν bbox=[74, 539, 198, 551]
schedule-program: Ἐπιλογὴ μουσικῶν προγραμμάτων bbox=[306, 474, 408, 499]
pharmacies-ramleh-heading: ΡΑΜΛΙΟΥ bbox=[334, 826, 414, 837]
schedule-program: Κλασσικὴ μουσικὴ (Ἐπιστολῆς) bbox=[74, 474, 244, 486]
news-heading: Η ΑΞΙΟΠΟΙΗΣΙΣ ΤΗΣ ΜΑΡΣΑ-ΜΑΤΡΟΥΧ bbox=[1161, 157, 1330, 180]
schedule-row bbox=[30, 723, 254, 736]
sports-subheading: ΠΥΓΜΑΧΙΑ bbox=[1457, 1018, 1520, 1029]
classified-ad: ΖΗΤΟΥΝΤΑΙ δύο πεπειραμέναι κυρίαι διὰ τὰ καταστήματα TAYEB FRERES, ὁδὸς Σάαντ Ζαγλούλ. Ἐνδιαφερόμεναι νὰ παρουσιασθοῦν εἰς τὰς προθήκας τοῦ καταστήματος μεταξὺ τῶν ὡρῶν 9 — 12 π.μ. Ἀπευθύνεσθε εἰς Τηλέφωνον 28513. bbox=[30, 1495, 232, 1578]
roof-ad-mic: Στὸ μικρόφωνο ὁ bbox=[1445, 1329, 1532, 1341]
sports-text: Ἡ Ἐφορεία Ἀθλοπαιδιῶν τῆς Α.Ε.Ε.Α. ἀνακοινώνει τὰ ἀποτελέσματα τῶν ἀγώνων στίβου τῶν τελευταίων δύο ἑβδομάδων, οἱ ὁποῖοι ἐσημείωσαν πλήρη ἐπιτυχίαν. bbox=[1135, 1257, 1385, 1311]
schedule-time: 14,15 bbox=[30, 684, 63, 696]
schedule-row bbox=[30, 500, 254, 513]
schedule-program: Παρελάσεις δίσκων bbox=[74, 526, 181, 538]
cinema-entry: ΜΕΤΡΟ — 22850 — SADDLE THE WIND (Ρόμπερ Τέϊλορ, Τζούλη Λόντον, Τζών Κασσαβέτης) bbox=[30, 303, 254, 338]
schedule-time: 14,45 bbox=[30, 697, 63, 709]
cinema-entry: ΑΛΑΜΠΡΑ — Τηλ. 29054 — (2 ἔργα) THE PRIDE AND THE PASSION (Γκάρυ Γκράντ, Σοφία Λώρεν) καὶ THE HALLIDAY BRAND (Βιέλκα Λίντφορς) bbox=[30, 213, 254, 260]
schedule-row bbox=[262, 723, 486, 736]
casino-line: ΜΕ ΤΗΝ ΑΘΗΝΑΙΑ ΧΑΡΙΤΩΜΕΝΗ bbox=[1271, 1945, 1449, 1956]
news-heading: ΑΣΘΕΝΕΙ Ο ΜΑΧΜΟΥΤ bbox=[1409, 306, 1540, 318]
column-social bbox=[500, 86, 722, 2236]
schedule-row bbox=[262, 500, 486, 513]
corona-product-line2: BISCUITEE bbox=[184, 2066, 332, 2099]
pharmacy-entry: MORAITIS.—21, ὁδὸς Σερίφ πασᾶ bbox=[30, 838, 203, 849]
schedule-program: Ἐλληνικὰ τραγούδια bbox=[74, 684, 186, 696]
thanks-signature: Ἐν Μινσούρᾳ τῇ 21/5/58. bbox=[592, 947, 722, 959]
schedule-time: 22,30 bbox=[262, 736, 295, 748]
schedule-program: Ἀπὸ εἰς τὴν Γαλλικήν bbox=[74, 487, 190, 499]
schedule-program: Ἑλληνικὰ τραγουδάκια bbox=[306, 749, 432, 761]
pharmacy-entry: NADIM.— 130, ὁδὸς Διοικητηρίου (πρ. ὁδὸς Ἀμπελλ Μονέϊμ) bbox=[30, 937, 254, 960]
schedule-program: Ὁ κόσμος τῆς ὄπερας bbox=[306, 723, 420, 735]
charity-donations bbox=[30, 1072, 486, 1645]
commentary-paragraph: Η ΕΚ ΠΑΡΙΣΙΩΝ τοῦ τελευταίου σταθμοῦ τῆς Γαλλικῆς κρίσεως, ἡ Γαλλικὴ Κυβέρνησις εὑρίσκεται πρὸ τοῦ φάσματος τῆς Ἀλγερίας. Ὁ στρατηγὸς Ντὲ Γκὼλ δήλωσεν ὅτι εἶναι ἕτοιμος νὰ ἀναλάβῃ τὰς ἐξουσίας τῆς Δημοκρατίας, διὰ νὰ ἀποτρέψῃ τὴν ἐθνικὴν ἀποσύνθεσιν. Αἱ δηλώσεις του ἐπροκάλεσαν ποικίλα σχόλια καὶ ἡ πολιτικὴ κατάστασις παραμένει ρευστή. bbox=[735, 578, 924, 753]
schedule-program: Συντροφιὰ μὲ τοὺς ἀκροατάς bbox=[306, 645, 462, 657]
schedule-row bbox=[262, 513, 486, 539]
schedule-time: 18,40 bbox=[262, 658, 295, 670]
roof-advertisement bbox=[1392, 1145, 1585, 1366]
schedule-program: Ποικιλίες bbox=[306, 565, 359, 577]
schedule-row bbox=[30, 658, 254, 671]
cinema-entry: ΡΑΝΤΙΟ — Τηλ. 30282 LOVE SLAVES OF THE AMAZONS (Ντὸν Τέϋλορ, Ἐντουάρντο Τσιαμπέλλι) bbox=[262, 174, 486, 209]
schedule-row bbox=[30, 645, 254, 658]
commentary-paragraph: Ἡ ΤΡΑΓΙΚΗ κατάστασις τοῦ αἱματηροῦ ἐμφυλίου σπαραγμοῦ ἐν Λιβάνῳ ἐν εἶναι τοιαύτη, ὥστε εὐλόγως ἐπιβάλλει τὰς μεγαλυτέρας ἀνησυχίας. Αἱ ἀντιτιθέμεναι μερίδες δὲν φαίνονται διατεθειμέναι νὰ συμβιβασθοῦν καὶ ἡ κατάστασις τείνει νὰ ἐπιδεινωθῇ. Ἡ ἐπέμβασις ξένων δυνάμεων θὰ ἦτο δυνατὸν νὰ προκαλέσῃ γενικωτέραν ἀνάφλεξιν εἰς τὴν Μέσην Ἀνατολήν. Ἡ Κυβέρνησις τοῦ κ. Σαμὰν ἐζήτησε τὴν συνδρομὴν τοῦ Ο.Η.Ε. bbox=[932, 135, 1121, 336]
small-ads-heading-line2: ΑΓΓΕΛΙΑΙ bbox=[63, 1207, 199, 1232]
schedule-row bbox=[30, 513, 254, 526]
teachers-heading: ΘΕΣΕΙΣ ΔΙΑ ΔΙΔΑΣΚΑΛΟΥΣ ΚΑΙ ΔΙΔΑΣΚΑΛΙΣΣΑΣ bbox=[760, 1691, 899, 1735]
schedule-time: 15,30 bbox=[30, 710, 63, 722]
casino-of: ΤΟΥ bbox=[1349, 1856, 1371, 1867]
community-subheading: ΚΕΝΑ ΔΙΑΜΕΡΙΣΜΑΤΑ, ΓΡΑΦΕΙΑ ΚΑΙ ΚΑΤΑΣΤΗΜΑΤΑ bbox=[505, 1276, 717, 1300]
classified-ad: ΖΗΤΕΙΤΑΙ Ἑλληνὶς ἐπιμελὴς γνωρίζουσα καλῶς τὴν μαγειρικήν, ὑπηρέτρια δι' οἰκογένεια. Ἀπευθυντέον 19, ὁδὸς Στ. Αἰκατερίνης, ἡ Τηλέφωνον 24363. bbox=[30, 1582, 232, 1641]
schedule-time: 18,00 bbox=[30, 513, 63, 525]
commentary-paragraph: Τὸ Λονδίνον ἐμμένει εἰς τὴν ἀκαμψίαν του καὶ ἡ Ἑλλὰς εὑρίσκεται πρὸ τῆς ἀνάγκης νὰ προσφύγῃ καὶ πάλιν εἰς τὰ Ἡνωμένα Ἔθνη. bbox=[735, 489, 924, 557]
radio-athens-heading: ΡΑΔΙΟΣΤΑΘΜΟΣ ΑΘΗΝΩΝ bbox=[119, 605, 396, 629]
cinema-entry: ΡΙΑΛΤΟ — Τηλ. 24694 SAYONARA (Μάρλον Μπράντο, Μίϊκο Τάκα) Τεχνικόλορ-Σινεμασκόπ bbox=[262, 252, 486, 287]
corona-description: προϊὸν ἁγνόν, ἀποτελούμενον ἐκ γάλακτος ἀποστειρωμένου, ζαχάρεως RAFFINEE καὶ ἀλεύρου BISCUITE. Τροφὴ θρεπτικὴ καὶ εὔπεπτος, κατάλληλος καὶ διὰ τὸ πλέον εὐαίσθητον στομάχι. Ἰδεώδης διὰ τὰ βρέφη καὶ τοὺς γέροντας. bbox=[40, 2103, 476, 2166]
schedule-row bbox=[30, 697, 254, 710]
schedule-time: 14,00 bbox=[30, 671, 63, 683]
news-text: Ὁ Ὑπουργὸς τῆς Παιδείας ἐπανέρχεται αὔριον ἐκ τοῦ Καΐρου, ὅπου μετέβη διὰ ὑπηρεσιακὰς ὑποθέσεις. bbox=[1364, 249, 1585, 303]
schedule-time: 21,20 bbox=[262, 513, 295, 525]
issue-date: Παρασκευή 23 Μαΐου 1958 bbox=[1319, 60, 1585, 80]
community-text: Φέρεται εἰς γνῶσιν τῶν ἐνδιαφερομένων, ὅτι εἰς τὰ ἀκόλουθα ἀκίνητα τῆς Κοινότητος ὑπάρχουν κενὰ καὶ χώροι πρὸς ἐνοικίασιν: bbox=[500, 1300, 722, 1354]
cinema-entry: ΑΛ ΓΚΑΙΤΕ — Τηλ. 71225 (2 ἔργα) LES GIRLS (Τζῦν Κέλλυ, Μιτζί Γκέϊνορ) καὶ QUENTIN DURWARD (Ρόμπερτ Τέϊλορ) bbox=[30, 264, 254, 299]
corona-advertisement bbox=[30, 1901, 486, 2231]
school-play-heading: Ἡ χθεσινὴ Θεατρικὴ Ἀπογευματινὴ τοῦ Ἐθν. Αἰγυπτιακοῦ Παρθεναγωγείου bbox=[1140, 454, 1580, 498]
radio-cairo-heading: ΡΑΔΙΟΣΤΑΘΜΟΣ ΚΑ·Ι·ΡΟΥ bbox=[121, 434, 395, 458]
pharmacies-date: τῆς Κυριακῆς 25 Μαΐου 1958 bbox=[116, 800, 400, 822]
social-heading: ΚΟΣΜΙΚΑ bbox=[500, 86, 722, 123]
pharmacy-entry: HASSANE.— 58, ὁδὸς Σαΐτε Ζαγλούλ bbox=[30, 907, 222, 918]
schedule-row bbox=[262, 658, 486, 671]
radio-athens-day: ΠΑΡΑΣΚΕΥΗ 23 Μαΐου bbox=[198, 633, 318, 644]
casino-singer: ΣΟΦΙΑ ΣΤΡΑΤΗΓΟΥ bbox=[1223, 1957, 1497, 1987]
casino-line: ΜΕ ΤΗΝ ΜΠΡΙΟΖΑ ΑΝΔΡΙΝΗ ΤΡΑΓΟΥΔΙΣΤΡΙΑ bbox=[1238, 1898, 1482, 1909]
pharmacy-entry: CAMP CESAR.— 28, ὁδὸς Σέντο, Κάμπ Σεζάρ bbox=[262, 838, 486, 861]
sports-subheading: Ο ΣΗΜΕΡΙΝΟ ΑΓΩΝ bbox=[1202, 1150, 1317, 1162]
commentary-paragraph: Αὐτὴν τὴν ὥραν ἡ γαλλικὴ Ἐθνοσυνέλευσις συζητεῖ τὰ νομοσχέδια περὶ τῶν ἐκτάκτων μέτρων. Αἱ ἐξελίξεις εἰς τὴν Ἀλγερίαν δημιουργοῦν ἀνησυχίας καὶ εἰς τὰς συμμάχους τῆς Γαλλίας χώρας. bbox=[932, 508, 1121, 602]
roof-ad-dinner-dance: ΧΟΡΕΥΤΙΚΑ ΔΕΙΠΝΑ bbox=[1434, 1178, 1543, 1219]
radio-athens-schedule bbox=[30, 645, 486, 762]
community-property: Πληροφορίαι: ἀπευθυντέον εἰς τὰ Γραφεῖα τῆς Κοινότητος. bbox=[500, 1586, 722, 1613]
schedule-row bbox=[262, 539, 486, 552]
tender-text: Δέχεται προσφορὰς μέχρις 22 Ἰουνίου 1958 μεσημβρίας διά: 1.— Προμήθειαν 2 Ὀδοστρωτήρων (8 καὶ 10 τόνων)... γ.δ. 25 bbox=[932, 1822, 1121, 1876]
schedule-time: 18,10 bbox=[262, 671, 295, 683]
funeral-heading: ΚΗΔΕΙΑ bbox=[560, 411, 662, 440]
roof-ad-roof: ROOF bbox=[1398, 1222, 1579, 1257]
community-property: γ) Παλαιὸν Νοσοκομεῖον, διαμερίσματα καὶ δωμάτια διὰ Γραφεῖα, Ἀποθήκας ἢ Ἐργαστήρια. bbox=[500, 1456, 722, 1497]
sports-author: ΤΟΛΗΣ bbox=[1547, 1126, 1585, 1138]
egypt-news-body bbox=[1135, 157, 1585, 441]
casino-line: ΤΟ ΔΥΝΑΜΙΚΩΤΕΡΟ ΣΥΓΚΡΟΤΗΜΑ ΜΠΟΥΖΟΥΚΙΩΝ bbox=[1212, 1844, 1508, 1855]
